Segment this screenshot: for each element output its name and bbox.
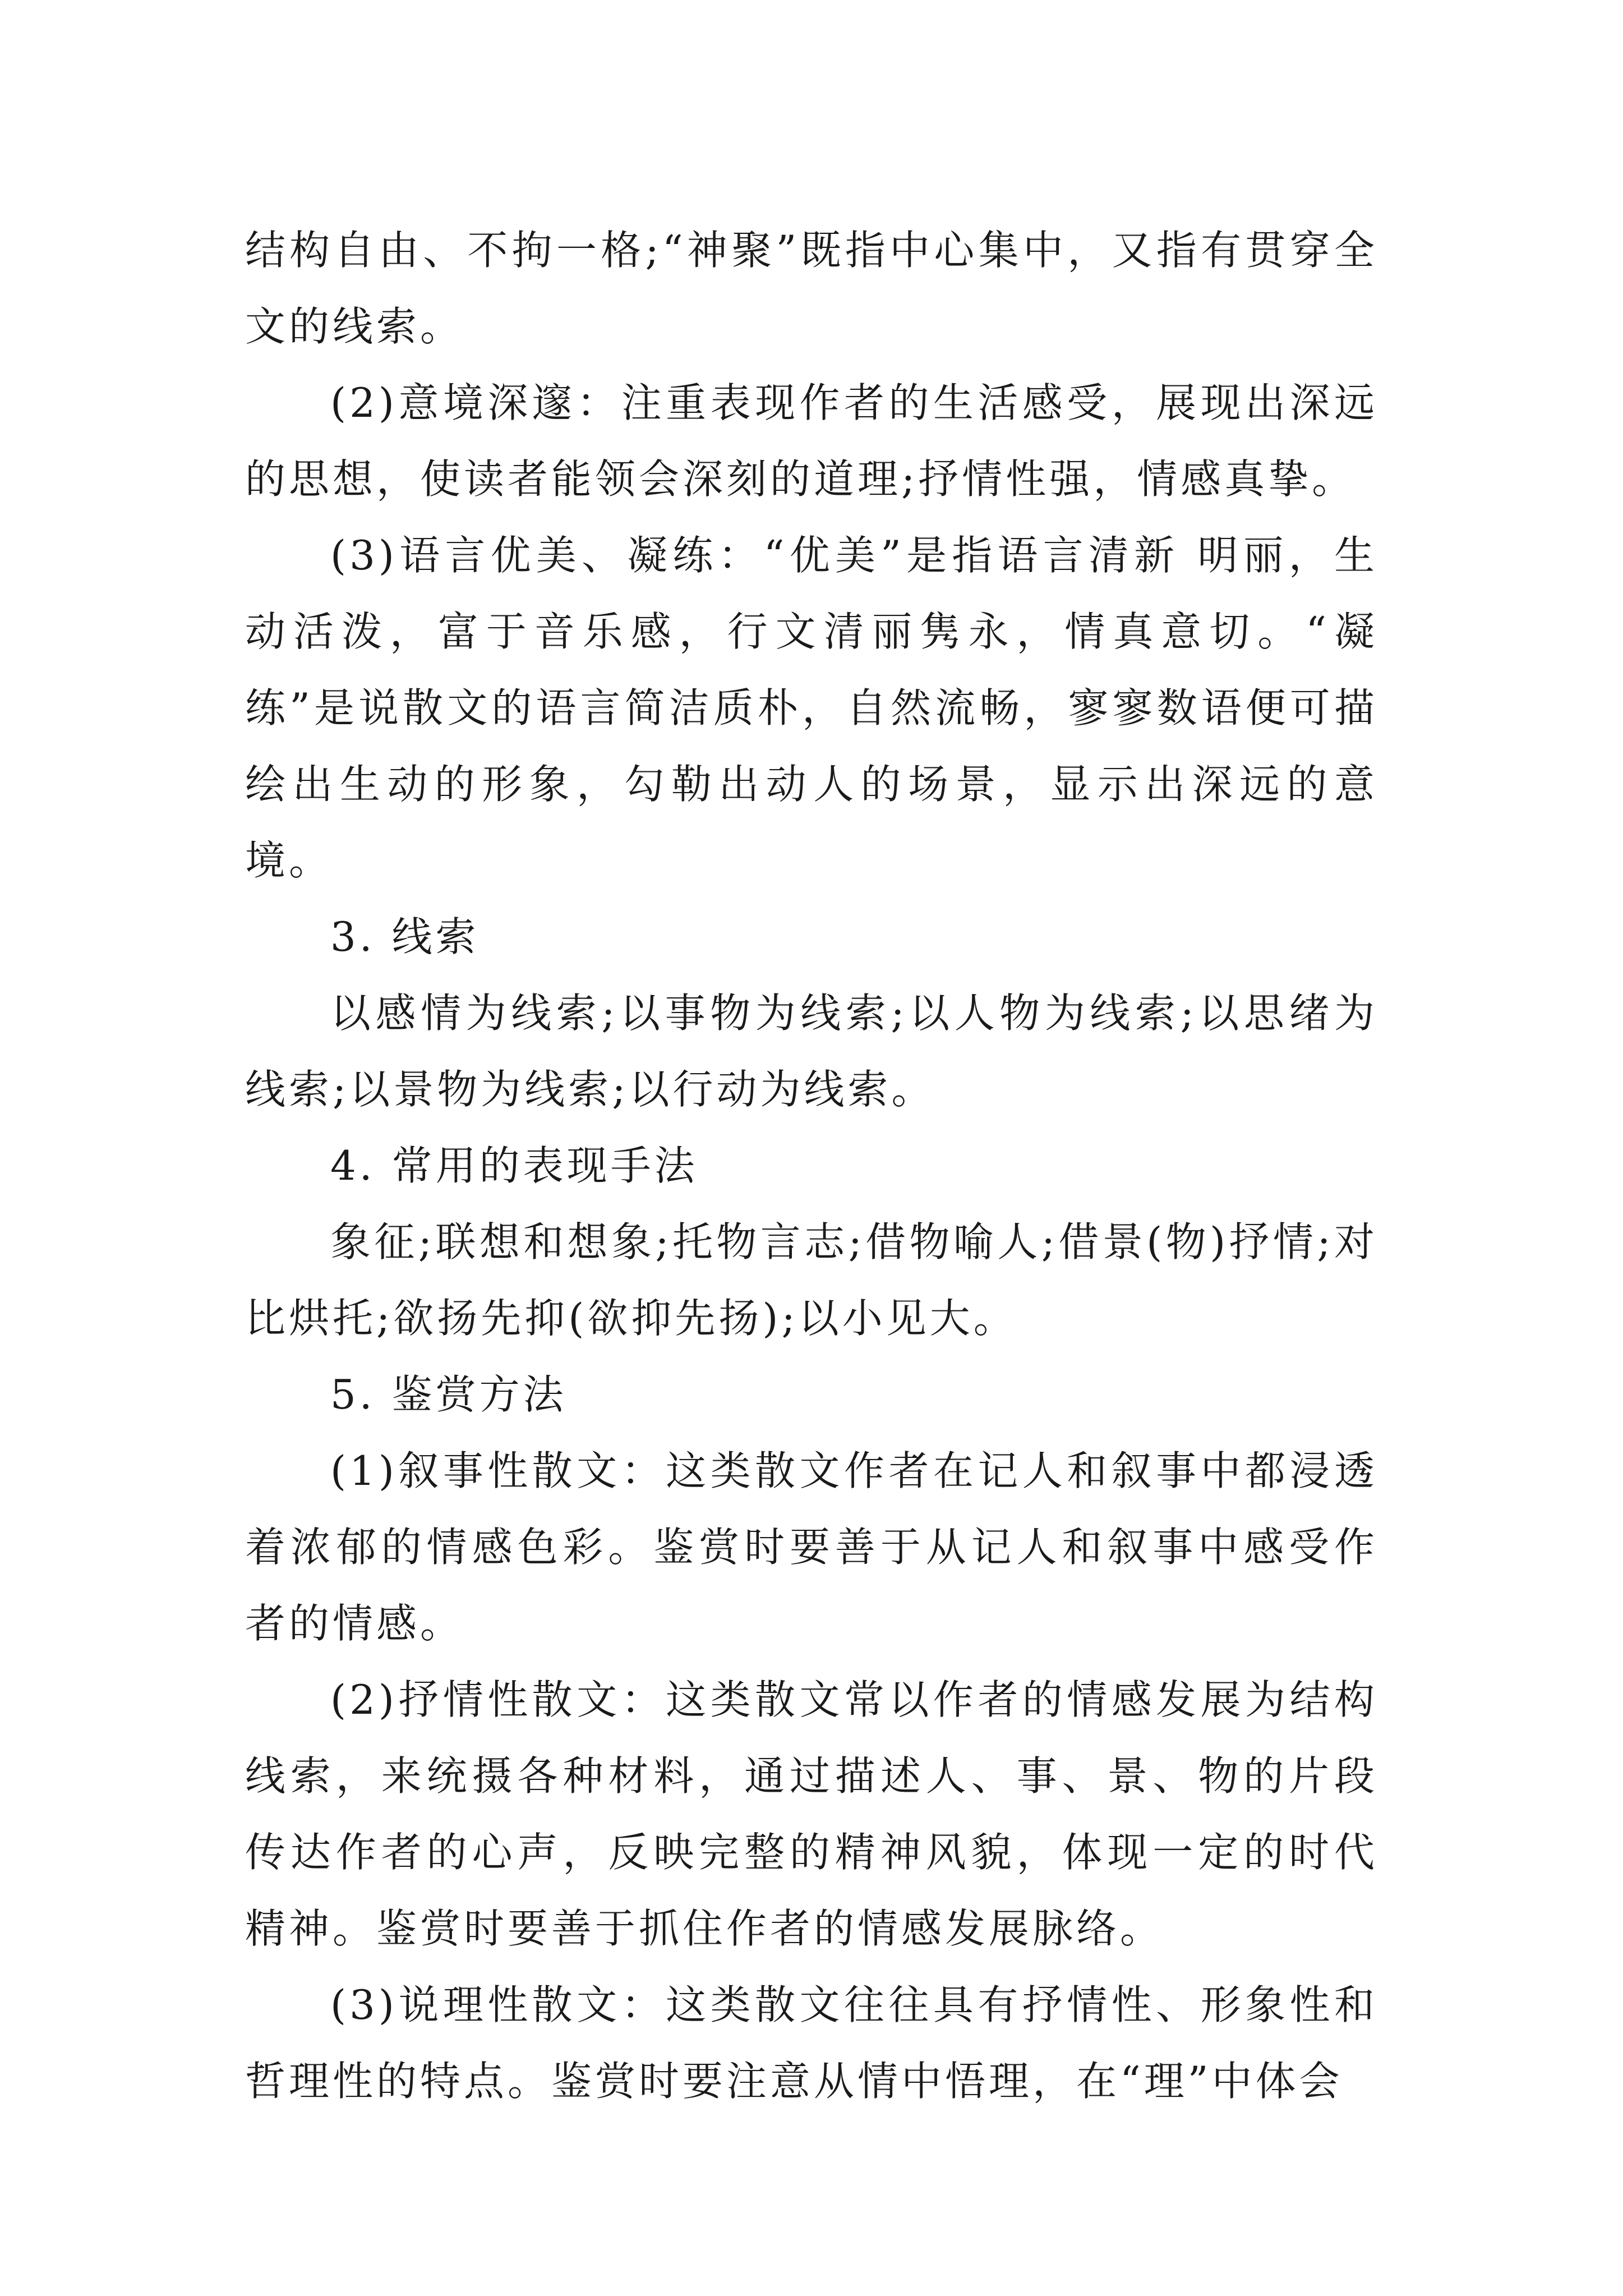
paragraph-xiansuo: 以感情为线索;以事物为线索;以人物为线索;以思绪为线索;以景物为线索;以行动为线索。 xyxy=(245,990,1378,1113)
heading-biaoxian-shoufa: 4. 常用的表现手法 xyxy=(330,1142,698,1189)
paragraph-xushi-sanwen: (1)叙事性散文：这类散文作者在记人和叙事中都浸透着浓郁的情感色彩。鉴赏时要善于从记人和叙事中感受作者的情感。 xyxy=(245,1447,1378,1647)
heading-xiansuo: 3. 线索 xyxy=(330,913,479,960)
document-body xyxy=(245,212,1378,2119)
paragraph-yuyan: (3)语言优美、凝练：“优美”是指语言清新 明丽，生动活泼，富于音乐感，行文清丽隽永，情真意切。“凝练”是说散文的语言简洁质朴，自然流畅，寥寥数语便可描绘出生动的形象，勾勒出动人的场景，显示出深远的意境。 xyxy=(245,532,1378,884)
paragraph-shuqing-sanwen: (2)抒情性散文：这类散文常以作者的情感发展为结构线索，来统摄各种材料，通过描述人、事、景、物的片段传达作者的心声，反映完整的精神风貌，体现一定的时代精神。鉴赏时要善于抓住作者的情感发展脉络。 xyxy=(245,1676,1378,1952)
heading-jianshang-fangfa: 5. 鉴赏方法 xyxy=(330,1371,567,1418)
paragraph-yijing: (2)意境深邃：注重表现作者的生活感受，展现出深远的思想，使读者能领会深刻的道理;抒情性强，情感真挚。 xyxy=(245,379,1378,503)
paragraph-continuation: 结构自由、不拘一格;“神聚”既指中心集中，又指有贯穿全文的线索。 xyxy=(245,227,1378,350)
paragraph-shuoli-sanwen: (3)说理性散文：这类散文往往具有抒情性、形象性和哲理性的特点。鉴赏时要注意从情中悟理，在“理”中体会 xyxy=(245,1981,1378,2105)
paragraph-biaoxian-shoufa: 象征;联想和想象;托物言志;借物喻人;借景(物)抒情;对比烘托;欲扬先抑(欲抑先扬);以小见大。 xyxy=(245,1218,1378,1342)
